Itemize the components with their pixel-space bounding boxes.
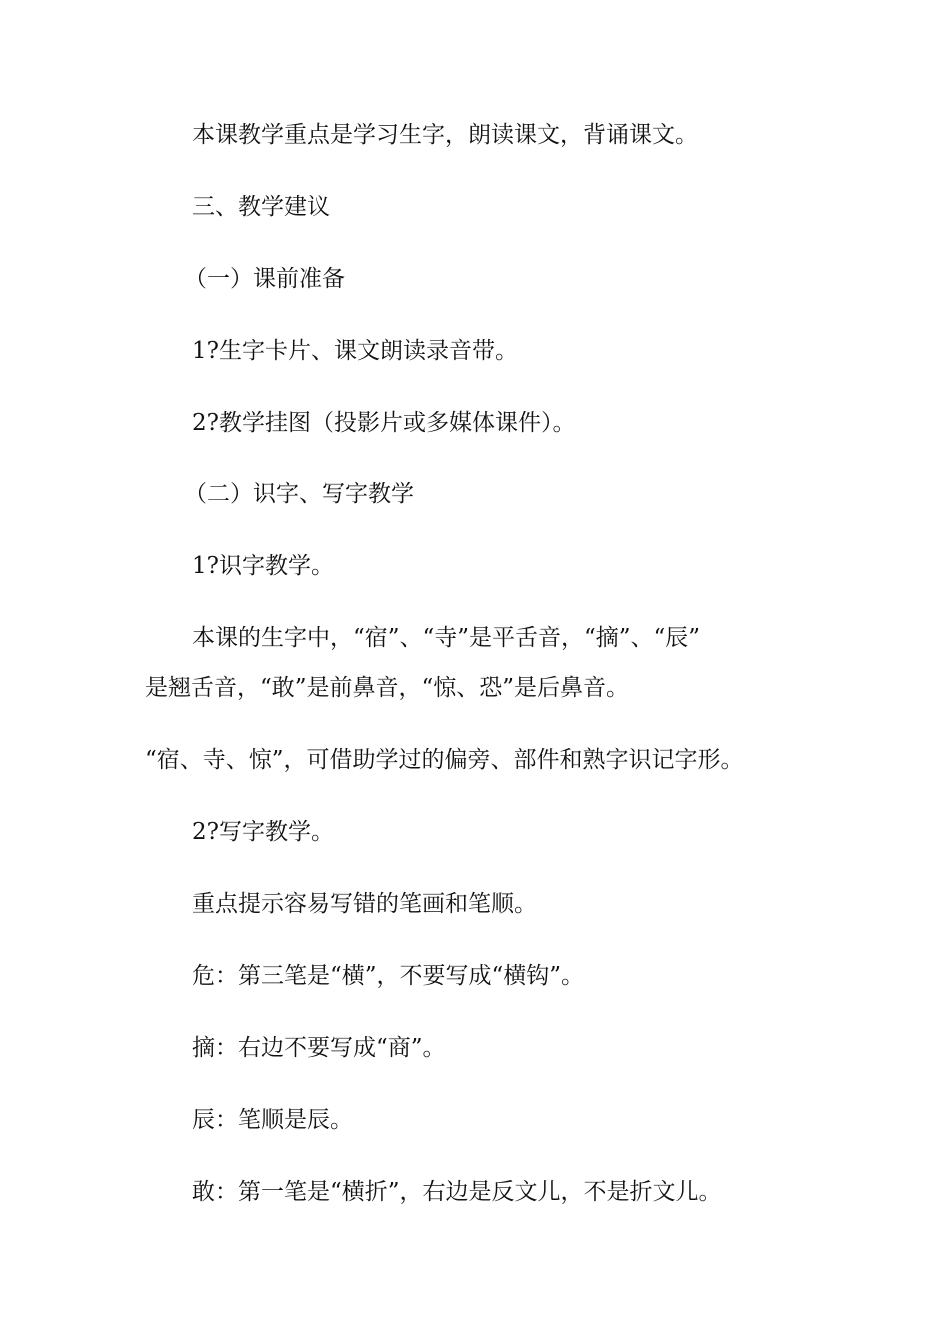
heading-teaching-suggestions: 三、教学建议 bbox=[192, 194, 330, 220]
note-wei: 危：第三笔是“横”，不要写成“横钩”。 bbox=[192, 963, 585, 989]
paragraph-teaching-focus: 本课教学重点是学习生字，朗读课文，背诵课文。 bbox=[192, 122, 698, 148]
list-item-prep-2: 2?教学挂图（投影片或多媒体课件）。 bbox=[192, 410, 576, 436]
note-gan: 敢：第一笔是“横折”，右边是反文儿，不是折文儿。 bbox=[192, 1179, 722, 1205]
paragraph-pronunciation-cont: 是翘舌音，“敢”是前鼻音，“惊、恐”是后鼻音。 bbox=[145, 675, 630, 701]
subheading-literacy-writing: （二）识字、写字教学 bbox=[184, 481, 414, 507]
note-chen: 辰：笔顺是辰。 bbox=[192, 1107, 353, 1133]
subheading-preparation: （一）课前准备 bbox=[184, 266, 345, 292]
paragraph-character-forms: “宿、寺、惊”，可借助学过的偏旁、部件和熟字识记字形。 bbox=[145, 747, 744, 773]
list-item-literacy: 1?识字教学。 bbox=[192, 553, 334, 579]
list-item-prep-1: 1?生字卡片、课文朗读录音带。 bbox=[192, 338, 518, 364]
paragraph-stroke-hint: 重点提示容易写错的笔画和笔顺。 bbox=[192, 891, 537, 917]
list-item-writing: 2?写字教学。 bbox=[192, 819, 334, 845]
note-zhai: 摘：右边不要写成“商”。 bbox=[192, 1035, 446, 1061]
paragraph-pronunciation: 本课的生字中，“宿”、“寺”是平舌音，“摘”、“辰” bbox=[192, 625, 701, 651]
